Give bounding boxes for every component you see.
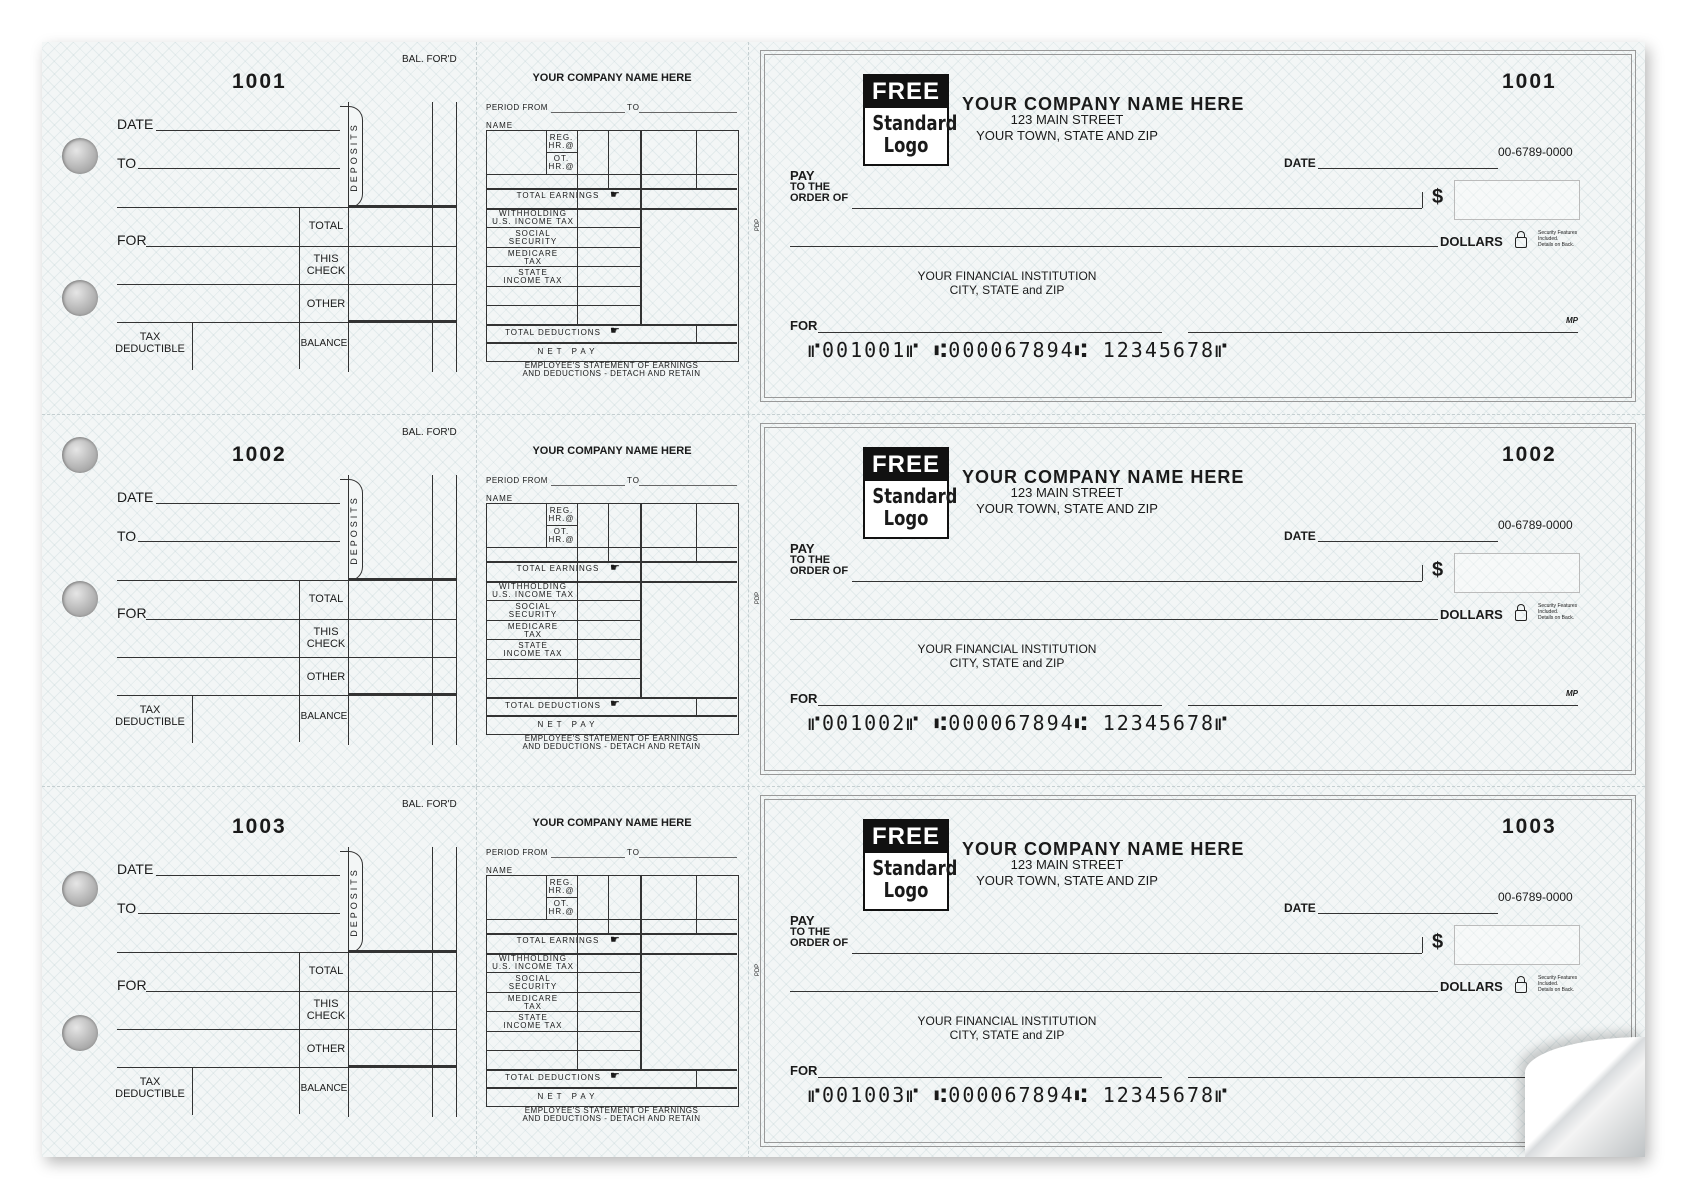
amount-box[interactable] <box>1454 925 1580 965</box>
total-label: TOTAL <box>308 965 344 977</box>
written-amount-line[interactable] <box>790 619 1438 620</box>
regular-hours-label: REG. HR.@ <box>548 506 575 523</box>
medicare-label: MEDICARE TAX <box>507 622 559 639</box>
check-date-line[interactable] <box>1318 541 1498 542</box>
stub-rule <box>117 322 456 323</box>
table-divider <box>696 875 697 933</box>
other-label: OTHER <box>306 671 346 683</box>
perforation-line <box>476 787 477 1157</box>
table-divider <box>640 875 642 1069</box>
tax-deductible-label: TAX DEDUCTIBLE <box>115 704 185 728</box>
check-company-name: YOUR COMPANY NAME HERE <box>962 839 1245 859</box>
pdp-mark: PDP <box>755 218 762 232</box>
bank-city: CITY, STATE and ZIP <box>949 283 1065 297</box>
pointing-hand-icon: ☛ <box>610 934 620 946</box>
withholding-label: WITHHOLDING U.S. INCOME TAX <box>492 582 574 599</box>
deposits-tab <box>340 479 363 581</box>
bank-city: CITY, STATE and ZIP <box>949 1028 1065 1042</box>
stub-check-number: 1001 <box>232 70 287 93</box>
balance-label: BALANCE <box>300 1083 348 1094</box>
period-to-line[interactable] <box>639 112 737 113</box>
dollars-label: DOLLARS <box>1440 979 1503 994</box>
logo-free-text: FREE <box>865 821 947 853</box>
binder-hole <box>62 138 98 174</box>
amount-box[interactable] <box>1454 553 1580 593</box>
table-rule <box>486 547 737 548</box>
binder-hole <box>62 581 98 617</box>
table-rule <box>486 227 640 228</box>
table-rule <box>546 525 577 526</box>
payee-line-end <box>1422 937 1423 953</box>
deposits-label: DEPOSITS <box>349 122 359 192</box>
pdp-mark: PDP <box>755 591 762 605</box>
table-rule <box>546 152 577 153</box>
check-sheet <box>42 42 1645 1157</box>
page-curl <box>1525 1037 1645 1157</box>
pointing-hand-icon: ☛ <box>610 698 620 710</box>
stub-rule <box>348 320 456 322</box>
stub-to-label: TO <box>117 900 137 916</box>
company-street: 123 MAIN STREET <box>1010 112 1124 127</box>
withholding-label: WITHHOLDING U.S. INCOME TAX <box>492 209 574 226</box>
table-rule <box>486 286 640 287</box>
overtime-hours-label: OT. HR.@ <box>548 899 575 916</box>
stub-date-line[interactable] <box>156 875 340 876</box>
stub-for-label: FOR <box>117 977 147 993</box>
table-rule <box>546 897 577 898</box>
payee-line-end <box>1422 192 1423 208</box>
company-logo <box>863 74 958 166</box>
pointing-hand-icon: ☛ <box>610 1070 620 1082</box>
period-to-label: TO <box>627 103 640 112</box>
stub-divider <box>432 102 433 372</box>
table-rule <box>486 266 640 267</box>
stub-divider <box>192 1067 193 1115</box>
logo-standard-text: Standard Logo <box>872 856 958 902</box>
total-earnings-label: TOTAL EARNINGS <box>516 191 600 200</box>
deposits-label: DEPOSITS <box>349 495 359 565</box>
logo-standard-text: Standard Logo <box>872 111 958 157</box>
memo-label: FOR <box>790 691 818 706</box>
padlock-icon <box>1515 610 1527 621</box>
period-to-line[interactable] <box>639 857 737 858</box>
stub-rule <box>117 695 456 696</box>
statement-note: EMPLOYEE'S STATEMENT OF EARNINGS AND DEDUCTIONS - DETACH AND RETAIN <box>522 361 701 378</box>
company-town: YOUR TOWN, STATE AND ZIP <box>976 128 1158 143</box>
bank-city: CITY, STATE and ZIP <box>949 656 1065 670</box>
bank-name: YOUR FINANCIAL INSTITUTION <box>917 1014 1097 1028</box>
net-pay-label: NET PAY <box>537 347 599 356</box>
stub-to-line[interactable] <box>138 168 340 169</box>
check-date-line[interactable] <box>1318 168 1498 169</box>
written-amount-line[interactable] <box>790 991 1438 992</box>
payroll-company-name: YOUR COMPANY NAME HERE <box>532 72 692 84</box>
to-the-order-of-label: TO THE ORDER OF <box>790 926 849 949</box>
memo-label: FOR <box>790 318 818 333</box>
stub-divider <box>192 322 193 370</box>
employee-name-label: NAME <box>486 866 514 875</box>
stub-rule <box>117 207 457 208</box>
stub-divider <box>432 847 433 1117</box>
period-to-label: TO <box>627 848 640 857</box>
perforation-line <box>748 415 749 787</box>
to-the-order-of-label: TO THE ORDER OF <box>790 181 849 204</box>
stub-to-line[interactable] <box>138 913 340 914</box>
to-the-order-of-label: TO THE ORDER OF <box>790 554 849 577</box>
table-rule <box>486 639 640 640</box>
stub-rule <box>348 1065 456 1067</box>
stub-rule <box>117 580 457 581</box>
table-rule <box>486 972 640 973</box>
stub-date-label: DATE <box>117 489 154 505</box>
perforation-line <box>748 42 749 414</box>
regular-hours-label: REG. HR.@ <box>548 878 575 895</box>
micr-line: ⑈001001⑈ ⑆000067894⑆ 12345678⑈ <box>808 338 1230 362</box>
check-strip <box>42 42 1645 414</box>
tax-deductible-label: TAX DEDUCTIBLE <box>115 1076 185 1100</box>
stub-rule <box>299 246 456 247</box>
logo-free-text: FREE <box>865 449 947 481</box>
total-deductions-label: TOTAL DEDUCTIONS <box>505 701 601 710</box>
check-date-line[interactable] <box>1318 913 1498 914</box>
stub-rule <box>299 991 456 992</box>
table-rule <box>486 342 737 344</box>
pointing-hand-icon: ☛ <box>610 562 620 574</box>
social-security-label: SOCIAL SECURITY <box>508 974 558 991</box>
balance-label: BALANCE <box>300 711 348 722</box>
employee-name-label: NAME <box>486 121 514 130</box>
security-features-note: Security Features Included. Details on Back. <box>1538 603 1578 621</box>
stub-to-label: TO <box>117 528 137 544</box>
check-strip <box>42 786 1645 1157</box>
this-check-label: THIS CHECK <box>306 998 346 1022</box>
stub-divider <box>456 847 457 1117</box>
tax-deductible-label: TAX DEDUCTIBLE <box>115 331 185 355</box>
written-amount-line[interactable] <box>790 246 1438 247</box>
stub-divider <box>192 695 193 743</box>
pay-label: PAY <box>790 168 815 183</box>
table-rule <box>486 1087 737 1089</box>
table-rule <box>486 620 640 621</box>
pointing-hand-icon: ☛ <box>610 325 620 337</box>
check-date-label: DATE <box>1284 156 1316 170</box>
this-check-label: THIS CHECK <box>306 253 346 277</box>
table-rule <box>486 247 640 248</box>
table-divider <box>696 130 697 188</box>
bal-ford-label: BAL. FOR'D <box>402 799 457 810</box>
payee-line-end <box>1422 565 1423 581</box>
check-number: 1002 <box>1502 443 1557 466</box>
statement-note: EMPLOYEE'S STATEMENT OF EARNINGS AND DEDUCTIONS - DETACH AND RETAIN <box>522 1106 701 1123</box>
table-rule <box>486 1050 640 1051</box>
memo-label: FOR <box>790 1063 818 1078</box>
dollar-sign: $ <box>1432 931 1444 953</box>
stub-rule <box>117 1067 456 1068</box>
check-date-label: DATE <box>1284 901 1316 915</box>
mp-mark: MP <box>1566 316 1578 325</box>
stub-date-line[interactable] <box>156 130 340 131</box>
company-town: YOUR TOWN, STATE AND ZIP <box>976 501 1158 516</box>
stub-rule <box>348 693 456 695</box>
period-to-line[interactable] <box>639 485 737 486</box>
overtime-hours-label: OT. HR.@ <box>548 527 575 544</box>
padlock-icon <box>1515 237 1527 248</box>
memo-line[interactable] <box>818 332 1162 333</box>
company-logo <box>863 447 958 539</box>
binder-hole <box>62 1015 98 1051</box>
signature-line[interactable] <box>1188 1077 1578 1078</box>
padlock-icon <box>1515 982 1527 993</box>
state-tax-label: STATE INCOME TAX <box>503 1013 563 1030</box>
total-label: TOTAL <box>308 220 344 232</box>
company-town: YOUR TOWN, STATE AND ZIP <box>976 873 1158 888</box>
this-check-label: THIS CHECK <box>306 626 346 650</box>
bal-ford-label: BAL. FOR'D <box>402 427 457 438</box>
dollar-sign: $ <box>1432 559 1444 581</box>
net-pay-label: NET PAY <box>537 720 599 729</box>
stub-for-label: FOR <box>117 232 147 248</box>
table-divider <box>608 130 609 188</box>
table-rule <box>486 678 640 679</box>
stub-check-number: 1003 <box>232 815 287 838</box>
total-deductions-label: TOTAL DEDUCTIONS <box>505 1073 601 1082</box>
social-security-label: SOCIAL SECURITY <box>508 229 558 246</box>
stub-rule <box>117 284 456 285</box>
company-street: 123 MAIN STREET <box>1010 485 1124 500</box>
check-number: 1001 <box>1502 70 1557 93</box>
signature-line[interactable] <box>1188 332 1578 333</box>
stub-check-number: 1002 <box>232 443 287 466</box>
dollar-sign: $ <box>1432 186 1444 208</box>
memo-line[interactable] <box>818 1077 1162 1078</box>
check-strip <box>42 414 1645 787</box>
stub-divider <box>456 102 457 372</box>
logo-free-text: FREE <box>865 76 947 108</box>
deposits-tab <box>340 851 363 953</box>
table-divider <box>696 1069 697 1087</box>
net-pay-label: NET PAY <box>537 1092 599 1101</box>
stub-divider <box>348 475 349 745</box>
table-rule <box>486 600 640 601</box>
stub-rule <box>299 619 456 620</box>
pay-label: PAY <box>790 913 815 928</box>
binder-hole <box>62 280 98 316</box>
security-features-note: Security Features Included. Details on Back. <box>1538 230 1578 248</box>
period-from-label: PERIOD FROM <box>486 476 548 485</box>
amount-box[interactable] <box>1454 180 1580 220</box>
table-divider <box>608 875 609 933</box>
social-security-label: SOCIAL SECURITY <box>508 602 558 619</box>
routing-fraction: 00-6789-0000 <box>1498 890 1573 904</box>
stub-rule <box>348 205 456 207</box>
table-divider <box>696 503 697 561</box>
pdp-mark: PDP <box>755 963 762 977</box>
stub-for-line[interactable] <box>146 619 299 620</box>
routing-fraction: 00-6789-0000 <box>1498 145 1573 159</box>
perforation-line <box>476 42 477 414</box>
stub-rule <box>348 578 456 580</box>
table-rule <box>486 715 737 717</box>
medicare-label: MEDICARE TAX <box>507 249 559 266</box>
logo-standard-text: Standard Logo <box>872 484 958 530</box>
stub-date-label: DATE <box>117 116 154 132</box>
state-tax-label: STATE INCOME TAX <box>503 641 563 658</box>
stub-date-line[interactable] <box>156 503 340 504</box>
check-number: 1003 <box>1502 815 1557 838</box>
pay-label: PAY <box>790 541 815 556</box>
mp-mark: MP <box>1566 689 1578 698</box>
total-label: TOTAL <box>308 593 344 605</box>
other-label: OTHER <box>306 1043 346 1055</box>
stub-divider <box>456 475 457 745</box>
payee-line[interactable] <box>852 953 1422 954</box>
table-divider <box>640 130 642 324</box>
stub-for-label: FOR <box>117 605 147 621</box>
perforation-line <box>748 787 749 1157</box>
stub-for-line[interactable] <box>146 246 299 247</box>
table-divider <box>696 697 697 715</box>
security-features-note: Security Features Included. Details on Back. <box>1538 975 1578 993</box>
period-to-label: TO <box>627 476 640 485</box>
regular-hours-label: REG. HR.@ <box>548 133 575 150</box>
check-company-name: YOUR COMPANY NAME HERE <box>962 94 1245 114</box>
overtime-hours-label: OT. HR.@ <box>548 154 575 171</box>
binder-hole <box>62 871 98 907</box>
stub-rule <box>117 657 456 658</box>
stub-to-line[interactable] <box>138 541 340 542</box>
micr-line: ⑈001002⑈ ⑆000067894⑆ 12345678⑈ <box>808 711 1230 735</box>
statement-note: EMPLOYEE'S STATEMENT OF EARNINGS AND DEDUCTIONS - DETACH AND RETAIN <box>522 734 701 751</box>
stub-for-line[interactable] <box>146 991 299 992</box>
period-from-line[interactable] <box>551 112 625 113</box>
company-logo <box>863 819 958 911</box>
check-date-label: DATE <box>1284 529 1316 543</box>
dollars-label: DOLLARS <box>1440 234 1503 249</box>
stub-to-label: TO <box>117 155 137 171</box>
payroll-company-name: YOUR COMPANY NAME HERE <box>532 445 692 457</box>
period-from-label: PERIOD FROM <box>486 103 548 112</box>
stub-date-label: DATE <box>117 861 154 877</box>
medicare-label: MEDICARE TAX <box>507 994 559 1011</box>
binder-hole <box>62 437 98 473</box>
bal-ford-label: BAL. FOR'D <box>402 54 457 65</box>
period-from-line[interactable] <box>551 857 625 858</box>
pointing-hand-icon: ☛ <box>610 189 620 201</box>
balance-label: BALANCE <box>300 338 348 349</box>
stub-rule <box>348 950 456 952</box>
period-from-label: PERIOD FROM <box>486 848 548 857</box>
table-rule <box>486 659 640 660</box>
company-street: 123 MAIN STREET <box>1010 857 1124 872</box>
employee-name-label: NAME <box>486 494 514 503</box>
payee-line[interactable] <box>852 208 1422 209</box>
payee-line[interactable] <box>852 581 1422 582</box>
table-divider <box>640 503 642 697</box>
table-rule <box>486 1031 640 1032</box>
table-rule <box>486 992 640 993</box>
total-earnings-label: TOTAL EARNINGS <box>516 936 600 945</box>
state-tax-label: STATE INCOME TAX <box>503 268 563 285</box>
total-earnings-label: TOTAL EARNINGS <box>516 564 600 573</box>
stub-rule <box>117 1029 456 1030</box>
memo-line[interactable] <box>818 705 1162 706</box>
stub-rule <box>117 952 457 953</box>
table-rule <box>486 919 737 920</box>
period-from-line[interactable] <box>551 485 625 486</box>
perforation-line <box>476 415 477 787</box>
bank-name: YOUR FINANCIAL INSTITUTION <box>917 642 1097 656</box>
micr-line: ⑈001003⑈ ⑆000067894⑆ 12345678⑈ <box>808 1083 1230 1107</box>
bank-name: YOUR FINANCIAL INSTITUTION <box>917 269 1097 283</box>
deposits-tab <box>340 106 363 208</box>
dollars-label: DOLLARS <box>1440 607 1503 622</box>
payroll-company-name: YOUR COMPANY NAME HERE <box>532 817 692 829</box>
withholding-label: WITHHOLDING U.S. INCOME TAX <box>492 954 574 971</box>
stub-divider <box>432 475 433 745</box>
table-divider <box>696 324 697 342</box>
deposits-label: DEPOSITS <box>349 867 359 937</box>
routing-fraction: 00-6789-0000 <box>1498 518 1573 532</box>
table-rule <box>486 1011 640 1012</box>
stub-divider <box>348 847 349 1117</box>
table-rule <box>486 305 640 306</box>
total-deductions-label: TOTAL DEDUCTIONS <box>505 328 601 337</box>
other-label: OTHER <box>306 298 346 310</box>
stub-divider <box>348 102 349 372</box>
signature-line[interactable] <box>1188 705 1578 706</box>
table-rule <box>486 174 737 175</box>
check-company-name: YOUR COMPANY NAME HERE <box>962 467 1245 487</box>
table-divider <box>608 503 609 561</box>
